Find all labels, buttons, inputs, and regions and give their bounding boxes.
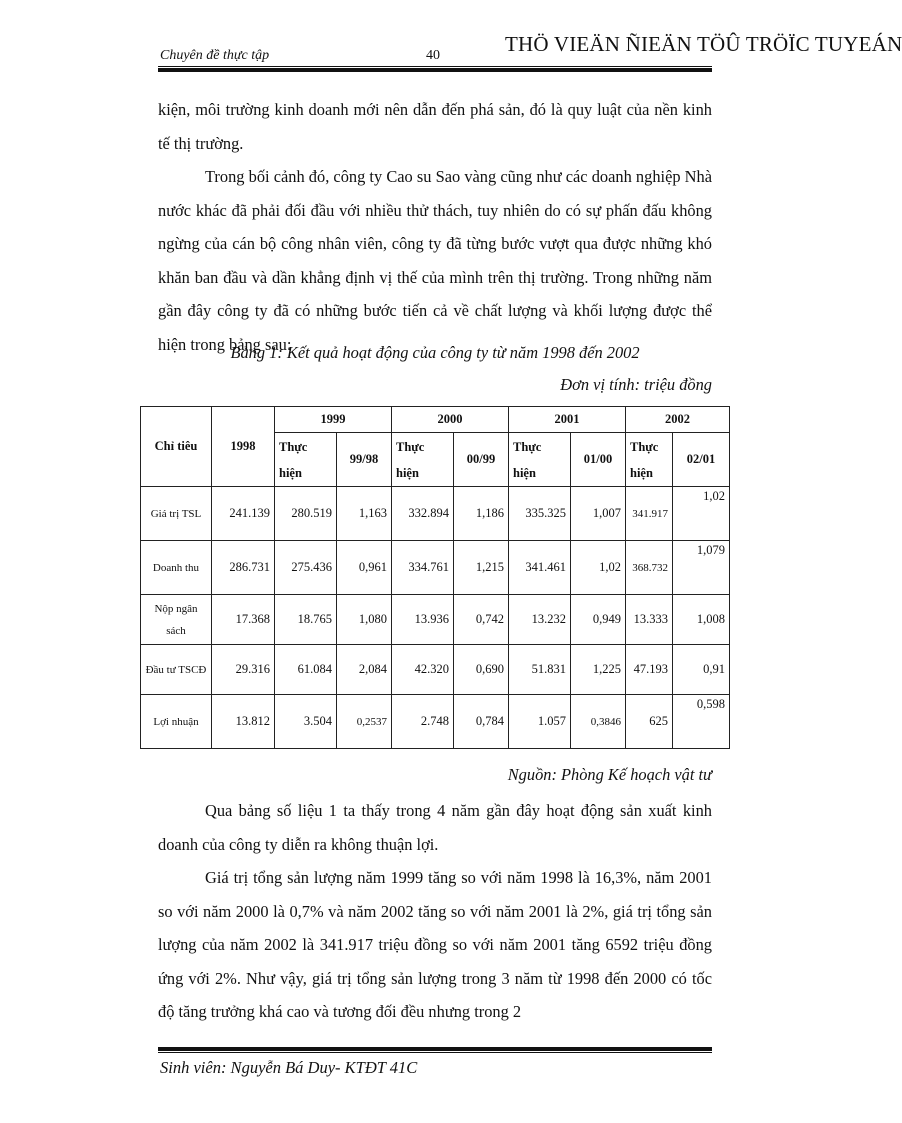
cell-ratio: 0,961 xyxy=(337,541,392,595)
table-unit: Đơn vị tính: triệu đồng xyxy=(560,375,712,394)
table-row xyxy=(141,487,730,541)
cell-value: 42.320 xyxy=(392,645,454,695)
row-label: Lợi nhuận xyxy=(141,695,212,749)
header-watermark: THÖ VIEÄN ÑIEÄN TÖÛ TRÖÏC TUYEÁN xyxy=(505,32,902,56)
header-ratio: 02/01 xyxy=(673,433,730,487)
header-year: 2001 xyxy=(509,407,626,433)
row-label: Nộp ngân sách xyxy=(141,595,212,645)
cell-value: 334.761 xyxy=(392,541,454,595)
table-row xyxy=(141,541,730,595)
cell-value: 29.316 xyxy=(212,645,275,695)
table-row xyxy=(141,695,730,749)
header-actual: Thực hiện xyxy=(626,433,673,487)
header-actual: Thực hiện xyxy=(392,433,454,487)
cell-value: 13.936 xyxy=(392,595,454,645)
cell-value: 241.139 xyxy=(212,487,275,541)
cell-ratio: 1,02 xyxy=(673,487,730,541)
cell-ratio: 1,163 xyxy=(337,487,392,541)
cell-value: 47.193 xyxy=(626,645,673,695)
cell-ratio: 0,598 xyxy=(673,695,730,749)
body-text-bottom xyxy=(158,794,712,1029)
row-label: Đầu tư TSCĐ xyxy=(141,645,212,695)
table-caption: Bảng 1: Kết quả hoạt động của công ty từ năm 1998 đến 2002 xyxy=(230,343,640,362)
header-ratio: 01/00 xyxy=(571,433,626,487)
cell-ratio: 1,02 xyxy=(571,541,626,595)
cell-ratio: 0,690 xyxy=(454,645,509,695)
table-header-row xyxy=(141,407,730,433)
header-actual: Thực hiện xyxy=(509,433,571,487)
header-year: 2002 xyxy=(626,407,730,433)
cell-value: 2.748 xyxy=(392,695,454,749)
cell-ratio: 0,3846 xyxy=(571,695,626,749)
footer-author: Sinh viên: Nguyễn Bá Duy- KTĐT 41C xyxy=(160,1058,418,1077)
cell-value: 335.325 xyxy=(509,487,571,541)
header-year: 2000 xyxy=(392,407,509,433)
header-year: 1999 xyxy=(275,407,392,433)
table-source: Nguồn: Phòng Kế hoạch vật tư xyxy=(507,765,712,784)
cell-value: 13.812 xyxy=(212,695,275,749)
paragraph: Giá trị tổng sản lượng năm 1999 tăng so với năm 1998 là 16,3%, năm 2001 so với năm 2000 là 0,7% và năm 2002 tăng so với năm 2001 là 2%, giá trị tổng sản lượng của năm 2002 là 341.917 triệu đồng so với năm 2001 tăng 6592 triệu đồng ứng với 2%. Như vậy, giá trị tổng sản lượng trong 3 năm từ 1998 đến 2000 có tốc độ tăng trưởng khá cao và tương đối đều nhưng trong 2 xyxy=(158,868,712,1021)
header-indicator: Chỉ tiêu xyxy=(141,407,212,487)
cell-ratio: 1,079 xyxy=(673,541,730,595)
cell-ratio: 1,008 xyxy=(673,595,730,645)
cell-value: 368.732 xyxy=(626,541,673,595)
cell-ratio: 1,215 xyxy=(454,541,509,595)
cell-value: 18.765 xyxy=(275,595,337,645)
footer-rule-thick xyxy=(158,1047,712,1051)
header-actual: Thực hiện xyxy=(275,433,337,487)
cell-value: 280.519 xyxy=(275,487,337,541)
cell-ratio: 0,742 xyxy=(454,595,509,645)
cell-value: 3.504 xyxy=(275,695,337,749)
cell-value: 625 xyxy=(626,695,673,749)
row-label: Doanh thu xyxy=(141,541,212,595)
cell-ratio: 0,91 xyxy=(673,645,730,695)
header-ratio: 00/99 xyxy=(454,433,509,487)
cell-value: 13.232 xyxy=(509,595,571,645)
header-year-1998: 1998 xyxy=(212,407,275,487)
cell-value: 17.368 xyxy=(212,595,275,645)
row-label: Giá trị TSL xyxy=(141,487,212,541)
cell-ratio: 2,084 xyxy=(337,645,392,695)
paragraph: kiện, môi trường kinh doanh mới nên dẫn đến phá sản, đó là quy luật của nền kinh tế thị trường. xyxy=(158,100,712,153)
header-rule-thin xyxy=(158,66,712,67)
cell-value: 275.436 xyxy=(275,541,337,595)
results-table xyxy=(140,406,730,749)
table-row xyxy=(141,645,730,695)
cell-value: 341.917 xyxy=(626,487,673,541)
cell-value: 61.084 xyxy=(275,645,337,695)
header-ratio: 99/98 xyxy=(337,433,392,487)
paragraph: Qua bảng số liệu 1 ta thấy trong 4 năm gần đây hoạt động sản xuất kinh doanh của công ty diễn ra không thuận lợi. xyxy=(158,801,712,854)
cell-ratio: 0,784 xyxy=(454,695,509,749)
cell-ratio: 1,080 xyxy=(337,595,392,645)
cell-value: 332.894 xyxy=(392,487,454,541)
cell-ratio: 0,949 xyxy=(571,595,626,645)
header-title: Chuyên đề thực tập xyxy=(160,48,270,63)
cell-ratio: 0,2537 xyxy=(337,695,392,749)
cell-ratio: 1,225 xyxy=(571,645,626,695)
paragraph: Trong bối cảnh đó, công ty Cao su Sao vàng cũng như các doanh nghiệp Nhà nước khác đã phải đối đầu với nhiều thử thách, tuy nhiên do có sự phấn đấu không ngừng của cán bộ công nhân viên, công ty đã từng bước vượt qua được những khó khăn ban đầu và dần khẳng định vị thế của mình trên thị trường. Trong những năm gần đây công ty đã có những bước tiến cả về chất lượng và khối lượng được thể hiện trong bảng sau: xyxy=(158,167,712,354)
cell-value: 51.831 xyxy=(509,645,571,695)
cell-value: 286.731 xyxy=(212,541,275,595)
page-number: 40 xyxy=(426,48,440,63)
cell-ratio: 1,186 xyxy=(454,487,509,541)
footer-rule-thin xyxy=(158,1052,712,1053)
cell-value: 1.057 xyxy=(509,695,571,749)
cell-value: 341.461 xyxy=(509,541,571,595)
table-row xyxy=(141,595,730,645)
body-text-top xyxy=(158,93,712,361)
cell-value: 13.333 xyxy=(626,595,673,645)
header-rule-thick xyxy=(158,68,712,72)
cell-ratio: 1,007 xyxy=(571,487,626,541)
